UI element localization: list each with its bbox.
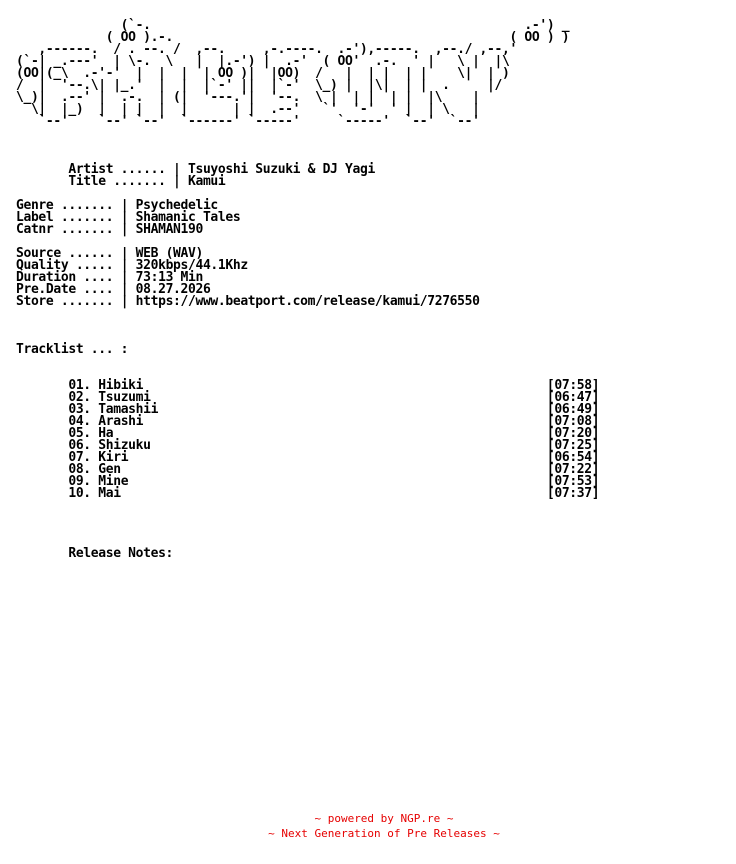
duration-value: 73:13 Min xyxy=(135,270,203,285)
powered-by-text: ~ powered by NGP.re ~ xyxy=(314,812,454,825)
track-title: Arashi xyxy=(98,414,144,429)
track-number: 02. xyxy=(68,390,91,405)
track-number: 01. xyxy=(68,378,91,393)
source-label: Source ...... xyxy=(16,246,121,261)
track-title: Ha xyxy=(98,426,114,441)
label-value: Shamanic Tales xyxy=(135,210,241,225)
track-duration: [07:58] xyxy=(546,378,600,393)
track-title: Mine xyxy=(98,474,129,489)
store-url: https://www.beatport.com/release/kamui/7276550 xyxy=(135,294,480,309)
track-number: 03. xyxy=(68,402,91,417)
genre-label: Genre ....... xyxy=(16,198,121,213)
track-number: 05. xyxy=(68,426,91,441)
title-value: Kamui xyxy=(188,174,226,189)
artist-label: Artist ...... xyxy=(68,162,174,177)
tracklist-heading: Tracklist ... : xyxy=(16,342,129,357)
track-title: Tamashii xyxy=(98,402,159,417)
track-number: 06. xyxy=(68,438,91,453)
track-title: Hibiki xyxy=(98,378,144,393)
track-duration: [07:25] xyxy=(546,438,600,453)
track-duration: [07:53] xyxy=(546,474,600,489)
quality-value: 320kbps/44.1Khz xyxy=(135,258,248,273)
quality-label: Quality ..... xyxy=(16,258,121,273)
tagline-text: ~ Next Generation of Pre Releases ~ xyxy=(268,827,500,840)
store-label: Store ....... xyxy=(16,294,121,309)
ascii-logo: (`-. .-') _ ( OO ).-. ( OO ) ) ,------. / . --. / ,--. ,-.----. .-'),-----. ,--./ ,--,' (`-| _.---' | \-. \ | |.-') | .-' ( OO' .-. ' | \ | |\ (OO|(_\ .-'-' | | | | OO )| |OO) / | | | | | \| | ) / | '--.\| |_.' | | |`-' || |`-' \_) | |\| | | . |/ \_)| .--' | .-. | (| '---.'| '--. \ | | | | | |\ | \| |_) | | | | | | | .--' `' '-' ' | | \ | `--' `--' `--' `------' `-----' `-----' `--' `--' xyxy=(16,18,570,129)
track-number: 09. xyxy=(68,474,91,489)
track-duration: [07:37] xyxy=(546,486,600,501)
release-notes-heading: Release Notes: xyxy=(68,546,174,561)
track-duration: [07:08] xyxy=(546,414,600,429)
artist-value: Tsuyoshi Suzuki & DJ Yagi xyxy=(188,162,375,177)
label-label: Label ....... xyxy=(16,210,121,225)
track-duration: [06:54] xyxy=(546,450,600,465)
track-title: Shizuku xyxy=(98,438,151,453)
predate-label: Pre.Date .... xyxy=(16,282,121,297)
track-number: 07. xyxy=(68,450,91,465)
track-title: Tsuzumi xyxy=(98,390,151,405)
nfo-text: (`-. .-') _ ( OO ).-. ( OO ) ) ,------. / . --. / ,--. ,-.----. .-'),-----. ,--./ ,--,' (`-| _.---' | \-. \ | |.-') | .-' ( OO' .-. ' | \ | |\ (OO|(_\ .-'-' | | | | OO )| |OO) / | | | | | \| | ) / | '--.\| |_.' | | |`-' || |`-' \_) | |\| | | . |/ \_)| .--' | .-. | (| '---.'| '--. \ | | | | | |\ | \| |_) | | | | | | | .--' `' '-' ' | | \ | `--' `--' `--' `------' `-----' `-----' `--' `--' Artist ...... | Tsuyoshi Suzuki & DJ Yagi Title ....... | Kamui Genre ....... | Psychedelic Label ....... | Shamanic Tales Catnr ....... | SHAMAN190 Source ...... | WEB (WAV) Quality ..... | 320kbps/44.1Khz Duration .... | 73:13 Min Pre.Date .... | 08.27.2026 Store ....... | https://www.beatport.com/release/kamui/7276550 Tracklist ... : 01. Hibiki [07:58] 02. Tsuzumi [06:47] 03. Tamashii [06:49] 04. Arashi [07:08] 05. Ha [07:20] 06. Shizuku [07:25] 07. Kiri [06:54] 08. Gen [07:22] 09. Mine [07:53] 10. Mai [07:37] Release Notes: xyxy=(16,18,600,561)
predate-value: 08.27.2026 xyxy=(135,282,211,297)
track-title: Gen xyxy=(98,462,121,477)
track-title: Kiri xyxy=(98,450,129,465)
track-number: 04. xyxy=(68,414,91,429)
track-number: 10. xyxy=(68,486,91,501)
track-duration: [07:22] xyxy=(546,462,600,477)
track-number: 08. xyxy=(68,462,91,477)
catnr-label: Catnr ....... xyxy=(16,222,121,237)
catnr-value: SHAMAN190 xyxy=(135,222,203,237)
title-label: Title ....... xyxy=(68,174,174,189)
track-duration: [06:47] xyxy=(546,390,600,405)
track-duration: [07:20] xyxy=(546,426,600,441)
track-title: Mai xyxy=(98,486,121,501)
source-value: WEB (WAV) xyxy=(135,246,203,261)
duration-label: Duration .... xyxy=(16,270,121,285)
track-duration: [06:49] xyxy=(546,402,600,417)
genre-value: Psychedelic xyxy=(135,198,218,213)
